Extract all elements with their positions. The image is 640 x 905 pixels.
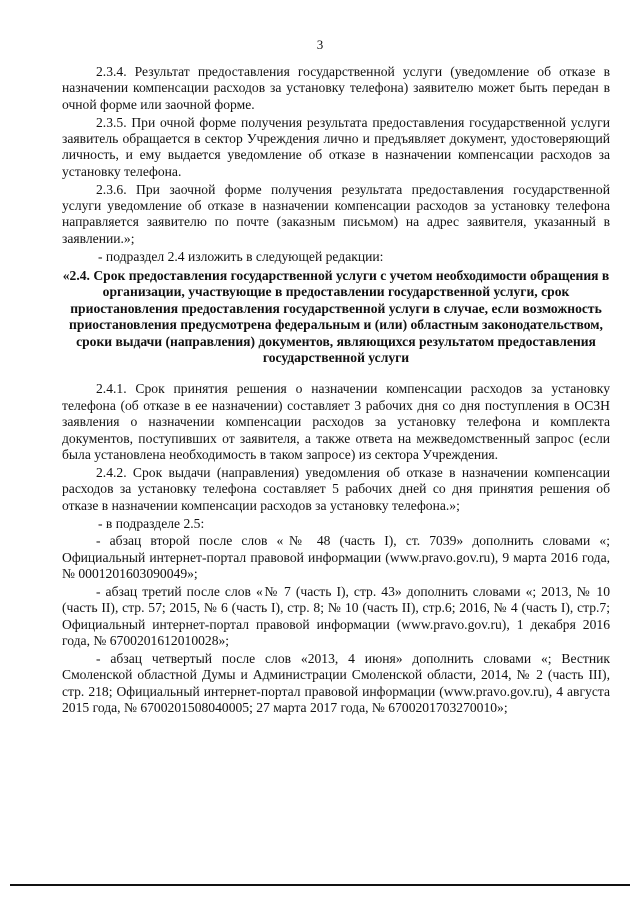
paragraph-subsection-2-4-intro: - подраздел 2.4 изложить в следующей редакции: bbox=[98, 248, 384, 264]
paragraph-abzac-vtoroy: - абзац второй после слов «№ 48 (часть I), ст. 7039» дополнить словами «; Официальный интернет-портал правовой информации (www.pravo.gov.ru), 9 марта 2016 года, № 0001201603090049»; bbox=[62, 533, 610, 582]
paragraph-abzac-tretiy: - абзац третий после слов «№ 7 (часть I), стр. 43» дополнить словами «; 2013, № 10 (часть II), стр. 57; 2015, № 6 (часть I), стр. 8; № 10 (часть II), стр.6; 2016, № 4 (часть I), стр.7; Официальный интернет-портал правовой информации (www.pravo.gov.ru), 1 декабря 2016 года, № 6700201612010028»; bbox=[62, 583, 610, 649]
paragraph-abzac-chetvertyy: - абзац четвертый после слов «2013, 4 июня» дополнить словами «; Вестник Смоленской областной Думы и Администрации Смоленской области, 2014, № 2 (часть III), стр. 218; Официальный интернет-портал правовой информации (www.pravo.gov.ru), 4 августа 2015 года, № 6700201508040005; 27 марта 2017 года, № 6700201703270010»; bbox=[62, 650, 610, 716]
bottom-scan-edge-line bbox=[10, 884, 630, 886]
paragraph-2-4-2: 2.4.2. Срок выдачи (направления) уведомления об отказе в назначении компенсации расходов за установку телефона составляет 5 рабочих дней со дня принятия решения об отказе в назначении компенсации расходов за установку телефона.»; bbox=[62, 464, 610, 513]
paragraph-2-3-6: 2.3.6. При заочной форме получения результата предоставления государственной услуги уведомление об отказе в назначении компенсации расходов за установку телефона направляется заявителю по почте (заказным письмом) на адрес заявителя, указанный в заявлении.»; bbox=[62, 181, 610, 246]
section-heading-2-4: «2.4. Срок предоставления государственной услуги с учетом необходимости обращения в организации, участвующие в предоставлении государственной услуги, срок приостановления предоставления государственной услуги в случае, если возможность приостановления предусмотрена федеральным и (или) областным законодательством, сроки выдачи (направления) документов, являющихся результатом предоставления государственной услуги bbox=[62, 268, 610, 366]
paragraph-subsection-2-5-intro: - в подразделе 2.5: bbox=[98, 515, 205, 531]
paragraph-2-4-1: 2.4.1. Срок принятия решения о назначении компенсации расходов за установку телефона (об отказе в ее назначении) составляет 3 рабочих дня со дня поступления в ОСЗН заявления о назначении компенсации расходов за установку телефона и комплекта документов, поступивших от заявителя, а также ответа на межведомственный запрос (если была установлена необходимость в таком запросе) из сектора Учреждения. bbox=[62, 381, 610, 463]
paragraph-2-3-5: 2.3.5. При очной форме получения результата предоставления государственной услуги заявитель обращается в сектор Учреждения лично и предъявляет документ, удостоверяющий личность, и ему выдается уведомление об отказе в назначении компенсации расходов за установку телефона. bbox=[62, 114, 610, 179]
document-body bbox=[62, 64, 610, 718]
page-number: 3 bbox=[316, 37, 324, 52]
paragraph-2-3-4: 2.3.4. Результат предоставления государственной услуги (уведомление об отказе в назначении компенсации расходов за установку телефона) заявителю может быть передан в очной форме или заочной форме. bbox=[62, 64, 610, 112]
